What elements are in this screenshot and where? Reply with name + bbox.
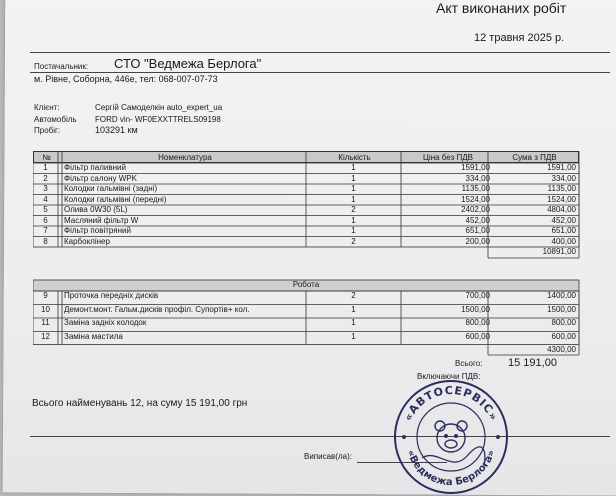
supplier-underline (30, 72, 610, 73)
row-name: Фільтр салону WPK (64, 173, 137, 183)
row-name: Колодки гальмівні (задні) (64, 184, 158, 193)
row-name: Демонт.монт. Гальм.дисків профіл. Супортів+ кол. (64, 304, 250, 314)
row-price: 600,00 (465, 331, 490, 341)
row-price: 1524,00 (461, 194, 490, 204)
row-name: Заміна задніх колодок (64, 318, 147, 327)
row-sum: 1400,00 (547, 291, 576, 300)
footer-divider (30, 436, 610, 437)
row-price: 1500,00 (461, 304, 490, 314)
row-no: 8 (43, 236, 48, 246)
header-no: № (42, 153, 51, 162)
row-no: 12 (41, 331, 50, 341)
row-name: Фільтр повітряний (64, 226, 131, 235)
row-qty: 1 (351, 304, 356, 314)
mileage-value: 103291 км (95, 125, 138, 135)
row-name: Проточка передніх дисків (64, 291, 159, 300)
row-sum: 1135,00 (547, 184, 576, 193)
row-sum: 1591,00 (547, 163, 576, 172)
row-no: 1 (43, 163, 48, 172)
row-price: 334,00 (465, 173, 490, 183)
row-no: 3 (43, 184, 48, 193)
table-row (33, 205, 579, 216)
row-qty: 1 (351, 173, 356, 183)
row-qty: 1 (351, 184, 356, 193)
table-header (33, 151, 579, 163)
row-qty: 2 (351, 291, 356, 300)
total-label: Всього: (455, 359, 483, 368)
stamp-bottom-text: «Ведмежа Берлога» (404, 448, 498, 489)
row-price: 2402,00 (461, 205, 490, 214)
row-no: 5 (43, 205, 48, 214)
row-qty: 1 (351, 226, 356, 235)
row-name: Колодки гальмівні (передні) (64, 194, 167, 204)
works-label: Робота (292, 280, 320, 289)
row-no: 9 (43, 291, 48, 300)
row-price: 200,00 (465, 236, 490, 246)
row-name: Фільтр паливний (64, 163, 126, 172)
row-qty: 2 (351, 236, 356, 246)
row-sum: 4804,00 (547, 205, 576, 214)
table-row (33, 163, 579, 174)
table-row (33, 305, 579, 316)
table-row (33, 291, 579, 302)
row-sum: 1500,00 (547, 304, 576, 314)
top-divider (30, 52, 610, 53)
row-qty: 1 (351, 331, 356, 341)
table-row (33, 195, 579, 206)
table-row (33, 226, 579, 237)
row-name: Карбоклінер (64, 236, 110, 246)
vat-label: Включаючи ПДВ: (417, 372, 481, 381)
row-name: Масляний фільтр W (64, 215, 139, 225)
table-row (33, 237, 579, 248)
row-sum: 651,00 (551, 226, 576, 235)
mileage-label: Пробіг: (34, 126, 61, 135)
row-no: 10 (41, 304, 50, 314)
act-date: 12 травня 2025 р. (474, 32, 565, 44)
row-sum: 800,00 (551, 318, 576, 327)
works-subtotal: 4300,00 (547, 344, 576, 354)
act-title: Акт виконаних робіт (436, 0, 567, 16)
client-value: Сергій Самоделкін auto_expert_ua (95, 103, 223, 112)
car-label: Автомобіль (34, 115, 77, 124)
row-sum: 400,00 (551, 236, 576, 246)
supplier-name: СТО "Ведмежа Берлога" (114, 56, 262, 71)
summary-text: Всього найменувань 12, на суму 15 191,00 грн (32, 398, 248, 409)
row-price: 800,00 (465, 318, 490, 327)
issued-label: Виписав(ла): (304, 452, 352, 461)
row-price: 452,00 (465, 215, 490, 225)
row-sum: 1524,00 (547, 194, 576, 204)
table-row (33, 318, 579, 329)
table-row (33, 184, 579, 195)
row-qty: 1 (351, 215, 356, 225)
header-qty: Кількість (338, 153, 371, 162)
bear-emblem-icon (435, 421, 467, 452)
row-price: 651,00 (465, 226, 490, 235)
row-price: 1591,00 (461, 163, 490, 172)
works-section-row (33, 280, 579, 291)
table-row (33, 216, 579, 227)
row-no: 4 (43, 194, 48, 204)
row-no: 6 (43, 215, 48, 225)
total-value: 15 191,00 (508, 357, 557, 369)
parts-subtotal: 10891,00 (542, 247, 576, 256)
table-row (33, 332, 579, 343)
row-sum: 334,00 (551, 173, 576, 183)
row-qty: 2 (351, 205, 356, 214)
row-qty: 1 (351, 318, 356, 327)
row-sum: 452,00 (551, 215, 576, 225)
company-stamp (392, 378, 510, 496)
signature-scribble (422, 447, 485, 466)
row-no: 11 (41, 318, 50, 327)
row-no: 7 (43, 226, 48, 235)
row-price: 1135,00 (461, 184, 490, 193)
stamp-top-text: «АВТОСЕРВІС» (401, 383, 501, 424)
row-name: Олива 0W30 (5L) (64, 205, 128, 214)
row-qty: 1 (351, 163, 356, 172)
parts-subtotal-row (33, 247, 579, 258)
header-name: Номенклатура (158, 153, 212, 162)
row-sum: 600,00 (551, 331, 576, 341)
header-price: Ціна без ПДВ (423, 153, 473, 162)
header-sum: Сума з ПДВ (512, 153, 557, 162)
supplier-label: Постачальник: (34, 62, 89, 71)
works-subtotal-row (33, 345, 579, 356)
row-price: 700,00 (465, 291, 490, 300)
car-value: FORD vin- WF0EXXTTRELS09198 (95, 115, 221, 124)
row-qty: 1 (351, 194, 356, 204)
row-name: Заміна мастила (64, 331, 123, 341)
row-no: 2 (43, 173, 48, 183)
table-row (33, 174, 579, 185)
client-label: Клієнт: (34, 103, 60, 112)
supplier-address: м. Рівне, Соборна, 446е, тел: 068-007-07-73 (34, 74, 218, 84)
